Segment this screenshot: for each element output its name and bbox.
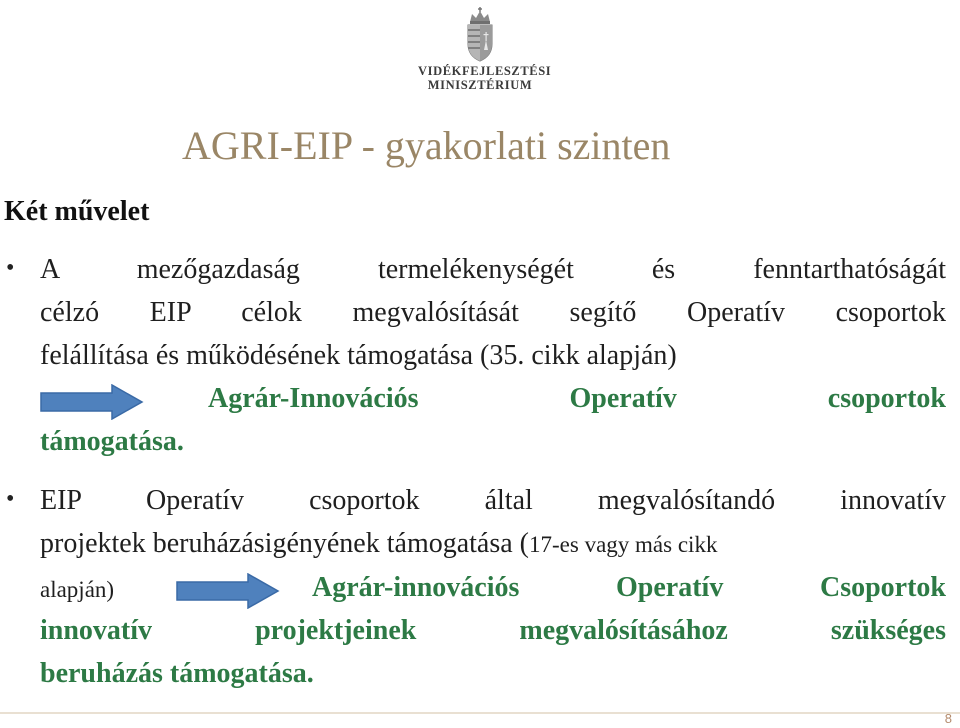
bullet1-green-line2: támogatása. xyxy=(40,426,184,457)
bullet2-green-line4: innovatív projektjeinek megvalósításához szükséges xyxy=(40,615,946,646)
bullet-marker-2: • xyxy=(6,486,15,512)
right-arrow-icon xyxy=(40,384,144,420)
page-number: 8 xyxy=(944,711,952,726)
bullet2-line3-small: alapján) xyxy=(40,577,115,602)
bullet2-line1: EIP Operatív csoportok által megvalósítandó innovatív xyxy=(40,485,946,516)
bullet2-green-line3: Agrár-innovációs Operatív Csoportok xyxy=(312,572,946,603)
bullet1-line1: A mezőgazdaság termelékenységét és fenntarthatóságát xyxy=(40,254,946,285)
bullet1-line2: célzó EIP célok megvalósítását segítő Operatív csoportok xyxy=(40,297,946,328)
section-heading: Két művelet xyxy=(4,196,150,227)
bullet2-green-line5: beruházás támogatása. xyxy=(40,658,314,689)
bullet2-line2-main: projektek beruházásigényének támogatása ( xyxy=(40,528,530,559)
slide-title: AGRI-EIP - gyakorlati szinten xyxy=(182,123,671,168)
hungarian-coat-of-arms-icon xyxy=(460,6,500,64)
right-arrow-icon xyxy=(176,573,280,609)
bullet2-line2 xyxy=(40,522,946,566)
footer-rule xyxy=(0,712,960,714)
ministry-name-line1: VIDÉKFEJLESZTÉSI xyxy=(418,64,552,78)
bullet2-line2-small: 17-es vagy más cikk xyxy=(529,532,718,557)
bullet-marker-1: • xyxy=(6,255,15,281)
bullet1-line3: felállítása és működésének támogatása (35. cikk alapján) xyxy=(40,340,677,371)
bullet1-green-line1: Agrár-Innovációs Operatív csoportok xyxy=(208,383,946,414)
ministry-logo xyxy=(418,6,552,92)
bullet-paragraph-1 xyxy=(40,248,946,463)
ministry-name-line2: MINISZTÉRIUM xyxy=(427,78,533,92)
